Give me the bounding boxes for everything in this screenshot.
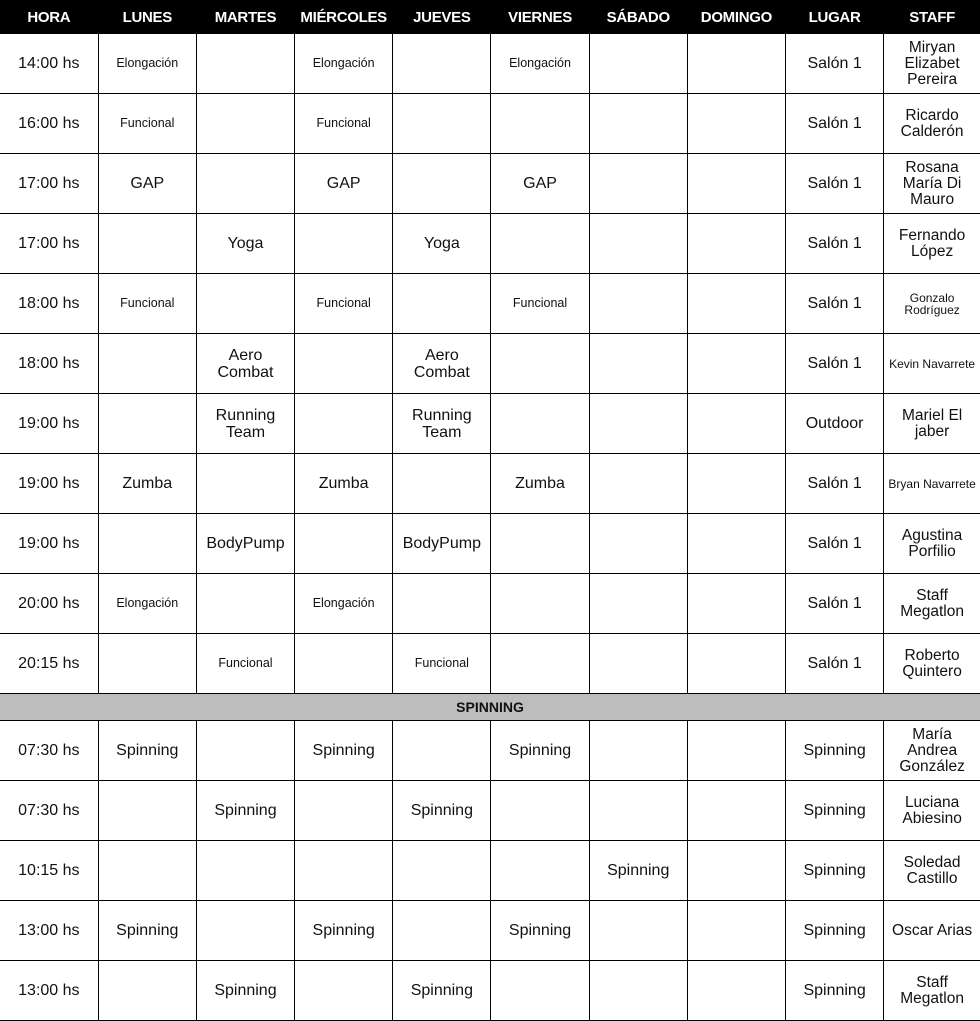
cell-staff: Staff Megatlon [884, 961, 980, 1021]
cell-domingo [687, 721, 785, 781]
header-jueves: JUEVES [393, 1, 491, 34]
cell-domingo [687, 454, 785, 514]
table-row [0, 574, 980, 634]
cell-domingo [687, 841, 785, 901]
table-row [0, 214, 980, 274]
cell-sabado [589, 334, 687, 394]
cell-lugar: Salón 1 [786, 274, 884, 334]
header-martes: MARTES [196, 1, 294, 34]
cell-miercoles [295, 841, 393, 901]
table-row [0, 781, 980, 841]
cell-miercoles: Funcional [295, 94, 393, 154]
cell-lugar: Salón 1 [786, 574, 884, 634]
cell-domingo [687, 961, 785, 1021]
cell-sabado: Spinning [589, 841, 687, 901]
table-row [0, 154, 980, 214]
cell-hora: 19:00 hs [0, 394, 98, 454]
cell-miercoles [295, 634, 393, 694]
cell-hora: 14:00 hs [0, 34, 98, 94]
cell-domingo [687, 214, 785, 274]
cell-sabado [589, 721, 687, 781]
header-sabado: SÁBADO [589, 1, 687, 34]
cell-domingo [687, 94, 785, 154]
cell-martes [196, 94, 294, 154]
header-miercoles: MIÉRCOLES [295, 1, 393, 34]
cell-sabado [589, 214, 687, 274]
cell-martes [196, 34, 294, 94]
cell-domingo [687, 901, 785, 961]
cell-viernes: Spinning [491, 901, 589, 961]
cell-miercoles: Spinning [295, 901, 393, 961]
cell-lugar: Outdoor [786, 394, 884, 454]
cell-miercoles: Funcional [295, 274, 393, 334]
table-row [0, 514, 980, 574]
cell-jueves: BodyPump [393, 514, 491, 574]
cell-sabado [589, 94, 687, 154]
cell-martes [196, 574, 294, 634]
cell-jueves: Running Team [393, 394, 491, 454]
table-row [0, 94, 980, 154]
schedule-body [0, 34, 980, 694]
cell-jueves [393, 454, 491, 514]
cell-staff: Bryan Navarrete [884, 454, 980, 514]
cell-martes: Funcional [196, 634, 294, 694]
cell-martes: Spinning [196, 961, 294, 1021]
cell-hora: 18:00 hs [0, 334, 98, 394]
cell-hora: 10:15 hs [0, 841, 98, 901]
section-row [0, 694, 980, 721]
cell-viernes [491, 961, 589, 1021]
cell-viernes [491, 214, 589, 274]
cell-lunes [98, 334, 196, 394]
cell-hora: 19:00 hs [0, 454, 98, 514]
cell-domingo [687, 34, 785, 94]
cell-lugar: Salón 1 [786, 154, 884, 214]
cell-martes: BodyPump [196, 514, 294, 574]
cell-miercoles [295, 514, 393, 574]
header-row [0, 1, 980, 34]
cell-martes [196, 901, 294, 961]
cell-miercoles [295, 781, 393, 841]
table-row [0, 274, 980, 334]
table-row [0, 841, 980, 901]
cell-lugar: Salón 1 [786, 34, 884, 94]
cell-lunes [98, 394, 196, 454]
cell-staff: Gonzalo Rodríguez [884, 274, 980, 334]
cell-lugar: Salón 1 [786, 634, 884, 694]
cell-domingo [687, 514, 785, 574]
cell-lunes: Elongación [98, 574, 196, 634]
cell-hora: 07:30 hs [0, 721, 98, 781]
cell-hora: 19:00 hs [0, 514, 98, 574]
table-row [0, 334, 980, 394]
cell-martes [196, 721, 294, 781]
cell-jueves [393, 34, 491, 94]
cell-staff: Agustina Porfilio [884, 514, 980, 574]
header-lugar: LUGAR [786, 1, 884, 34]
cell-jueves [393, 721, 491, 781]
cell-viernes: GAP [491, 154, 589, 214]
cell-martes: Running Team [196, 394, 294, 454]
cell-sabado [589, 634, 687, 694]
cell-domingo [687, 634, 785, 694]
cell-miercoles [295, 394, 393, 454]
cell-lunes [98, 781, 196, 841]
table-row [0, 961, 980, 1021]
cell-lunes: Elongación [98, 34, 196, 94]
cell-lugar: Spinning [786, 901, 884, 961]
cell-hora: 20:00 hs [0, 574, 98, 634]
header-hora: HORA [0, 1, 98, 34]
cell-staff: Miryan Elizabet Pereira [884, 34, 980, 94]
cell-hora: 17:00 hs [0, 214, 98, 274]
cell-sabado [589, 274, 687, 334]
cell-jueves [393, 841, 491, 901]
cell-viernes [491, 781, 589, 841]
cell-domingo [687, 781, 785, 841]
cell-lunes: GAP [98, 154, 196, 214]
cell-lunes [98, 514, 196, 574]
cell-domingo [687, 154, 785, 214]
cell-miercoles: Elongación [295, 34, 393, 94]
cell-jueves: Spinning [393, 961, 491, 1021]
cell-lunes: Spinning [98, 721, 196, 781]
cell-jueves: Yoga [393, 214, 491, 274]
cell-hora: 13:00 hs [0, 901, 98, 961]
cell-lugar: Spinning [786, 961, 884, 1021]
header-lunes: LUNES [98, 1, 196, 34]
cell-lunes: Spinning [98, 901, 196, 961]
table-row [0, 454, 980, 514]
cell-hora: 18:00 hs [0, 274, 98, 334]
cell-miercoles [295, 961, 393, 1021]
cell-viernes [491, 94, 589, 154]
cell-lunes: Funcional [98, 94, 196, 154]
cell-sabado [589, 454, 687, 514]
cell-viernes: Elongación [491, 34, 589, 94]
cell-hora: 20:15 hs [0, 634, 98, 694]
cell-staff: Oscar Arias [884, 901, 980, 961]
cell-staff: Kevin Navarrete [884, 334, 980, 394]
cell-martes [196, 274, 294, 334]
cell-jueves [393, 274, 491, 334]
cell-lugar: Salón 1 [786, 214, 884, 274]
cell-jueves: Aero Combat [393, 334, 491, 394]
spinning-body [0, 721, 980, 1021]
cell-jueves [393, 154, 491, 214]
cell-sabado [589, 781, 687, 841]
cell-miercoles: Spinning [295, 721, 393, 781]
cell-viernes: Zumba [491, 454, 589, 514]
cell-staff: Luciana Abiesino [884, 781, 980, 841]
cell-viernes: Spinning [491, 721, 589, 781]
spinning-section-header [0, 694, 980, 721]
cell-lunes [98, 841, 196, 901]
cell-jueves [393, 574, 491, 634]
cell-staff: María Andrea González [884, 721, 980, 781]
cell-lugar: Spinning [786, 781, 884, 841]
table-row [0, 394, 980, 454]
cell-hora: 16:00 hs [0, 94, 98, 154]
cell-martes [196, 154, 294, 214]
cell-sabado [589, 394, 687, 454]
cell-martes: Yoga [196, 214, 294, 274]
header-staff: STAFF [884, 1, 980, 34]
cell-lunes [98, 634, 196, 694]
cell-lunes [98, 961, 196, 1021]
cell-lunes: Zumba [98, 454, 196, 514]
cell-hora: 07:30 hs [0, 781, 98, 841]
cell-staff: Roberto Quintero [884, 634, 980, 694]
cell-staff: Fernando López [884, 214, 980, 274]
cell-staff: Mariel El jaber [884, 394, 980, 454]
cell-viernes [491, 574, 589, 634]
cell-martes: Aero Combat [196, 334, 294, 394]
cell-viernes [491, 394, 589, 454]
cell-domingo [687, 274, 785, 334]
cell-miercoles: Elongación [295, 574, 393, 634]
cell-staff: Soledad Castillo [884, 841, 980, 901]
table-row [0, 634, 980, 694]
cell-viernes [491, 634, 589, 694]
cell-domingo [687, 574, 785, 634]
cell-jueves [393, 901, 491, 961]
cell-staff: Staff Megatlon [884, 574, 980, 634]
cell-lugar: Salón 1 [786, 514, 884, 574]
cell-martes [196, 454, 294, 514]
cell-staff: Ricardo Calderón [884, 94, 980, 154]
cell-sabado [589, 34, 687, 94]
table-row [0, 34, 980, 94]
cell-sabado [589, 574, 687, 634]
cell-domingo [687, 334, 785, 394]
cell-miercoles [295, 334, 393, 394]
cell-viernes: Funcional [491, 274, 589, 334]
cell-viernes [491, 334, 589, 394]
cell-lugar: Salón 1 [786, 454, 884, 514]
cell-martes: Spinning [196, 781, 294, 841]
table-row [0, 901, 980, 961]
section-title-spinning: SPINNING [0, 694, 980, 721]
cell-lunes: Funcional [98, 274, 196, 334]
cell-hora: 13:00 hs [0, 961, 98, 1021]
header-viernes: VIERNES [491, 1, 589, 34]
cell-miercoles [295, 214, 393, 274]
header-domingo: DOMINGO [687, 1, 785, 34]
cell-martes [196, 841, 294, 901]
cell-viernes [491, 841, 589, 901]
cell-staff: Rosana María Di Mauro [884, 154, 980, 214]
cell-jueves [393, 94, 491, 154]
cell-sabado [589, 961, 687, 1021]
cell-sabado [589, 514, 687, 574]
cell-lugar: Spinning [786, 721, 884, 781]
cell-jueves: Spinning [393, 781, 491, 841]
cell-lunes [98, 214, 196, 274]
table-row [0, 721, 980, 781]
cell-domingo [687, 394, 785, 454]
cell-viernes [491, 514, 589, 574]
cell-lugar: Salón 1 [786, 334, 884, 394]
cell-miercoles: GAP [295, 154, 393, 214]
cell-miercoles: Zumba [295, 454, 393, 514]
cell-lugar: Spinning [786, 841, 884, 901]
cell-jueves: Funcional [393, 634, 491, 694]
cell-hora: 17:00 hs [0, 154, 98, 214]
cell-lugar: Salón 1 [786, 94, 884, 154]
cell-sabado [589, 154, 687, 214]
cell-sabado [589, 901, 687, 961]
